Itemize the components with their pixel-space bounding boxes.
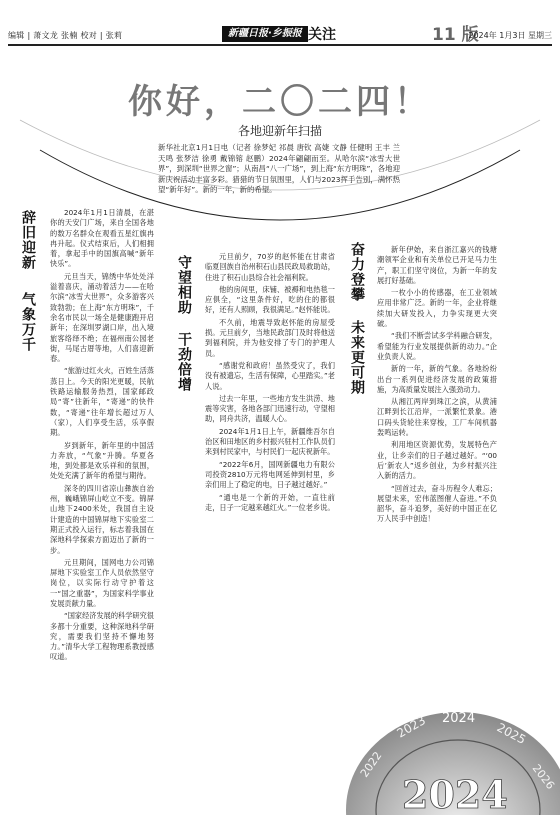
article-2-paragraph: 他的房间里，床铺、被褥和电热毯一应俱全，“这里条件好，吃的住的都很好，还有人照顾，我很满足。”赵怀能说。 (205, 284, 335, 315)
article-3-title-b-wrap (347, 320, 367, 395)
page-subtitle: 各地迎新年扫描 (237, 124, 322, 138)
article-2-paragraph: “通电是一个新的开始，一直往前走，日子一定越来越红火。”一位老乡说。 (205, 492, 335, 512)
article-1-body (50, 208, 154, 760)
arc-year-5: 2026 (529, 761, 558, 792)
lead-paragraph: 新华社北京1月1日电（记者 徐梦妃 祁晨 唐钦 高婕 文静 任健明 王丰 兰天鸣 张梦洁 徐勇 戴锦镕 赵鹏）2024年翩翩而至。从哈尔滨“冰雪大世界”，到深圳“世界之窗”；从南昌“八一广场”，到上海“东方明珠”，各地迎新庆祝活动丰富多彩。猎猎的节日氛围里，人们与2023挥手告别，满怀热望“新年好”。新的一年，新的希望。 (158, 143, 400, 195)
article-1-title-b: 气象万千 (20, 292, 36, 352)
article-3-title (347, 242, 367, 302)
article-3-title-a: 奋力登攀 (349, 242, 365, 302)
article-2-paragraph: 不久前，地震导致赵怀能的房屋受损。元旦前夕，当地民政部门及时将他送到福利院，并为他安排了专门的护理人员。 (205, 317, 335, 358)
arc-year-4: 2025 (494, 720, 529, 747)
article-1-title-b-wrap (18, 292, 38, 352)
article-1-paragraph: 深冬的四川省凉山彝族自治州，巍峨锦屏山屹立不变。锦屏山地下2400米处，我国自主设计建造的中国锦屏地下实验室二期正式投入运行，标志着我国在深地科学探索方面迈出了新的一步。 (50, 483, 154, 555)
article-1-title-a: 辞旧迎新 (20, 210, 36, 270)
article-2-title (174, 255, 194, 315)
big-year: 2024 (402, 772, 508, 815)
article-2-paragraph: 元旦前夕，70岁的赵怀能在甘肃省临夏回族自治州积石山县民政局救助站，住进了积石山县综合社会福利院。 (205, 252, 335, 282)
article-2-paragraph: “2022年6月，国网新疆电力有限公司投资2810万元将电网延伸到村里，乡亲们用上了稳定的电，日子越过越好。” (205, 459, 335, 490)
arc-year-3: 2024 (442, 711, 476, 726)
article-1-title (18, 210, 38, 270)
page-title: 你好，二〇二四！ (128, 82, 432, 122)
article-3-body (377, 245, 497, 665)
arc-year-2: 2023 (394, 713, 428, 741)
article-3-title-b: 未来更可期 (349, 320, 365, 395)
article-3-paragraph: “回首过去，奋斗历程令人难忘；展望未来，宏伟蓝图催人奋进。”不负韶华，奋斗追梦，美好的中国正在亿万人民手中创造！ (377, 483, 497, 524)
masthead-logo: 新疆日报·乡振报 (222, 26, 308, 42)
article-3-paragraph: 新年伊始，来自浙江嘉兴的钱塘潮领军企业和有关单位已开足马力生产，职工们坚守岗位，为新一年的发展打好基础。 (377, 245, 497, 285)
article-1-paragraph: “旅游过红火火，百姓生活蒸蒸日上。今天的阳光更暖，民航铁路运输服务热烈，国家邮政局“寄”往新年，“寄递”的快件数，“寄递”往年增长超过万人（家），人们享受生活，乐享假期。 (50, 366, 154, 438)
article-2-title-b-wrap (174, 332, 194, 392)
year-dial-illustration (330, 660, 560, 815)
article-3-paragraph: 从湘江两岸到珠江之滨，从黄浦江畔到长江沿岸，一派繁忙景象。港口码头货轮往来穿梭，工厂车间机器轰鸣运转。 (377, 397, 497, 438)
article-3-paragraph: 一枚小小的传感器，在工业领域应用非常广泛。新的一年，企业将继续加大研发投入，力争实现更大突破。 (377, 288, 497, 329)
issue-date: 2024年 1月3日 星期三 (468, 31, 552, 40)
article-1-paragraph: “国家经济发展的科学研究很多都十分重要，这种深地科学研究，需要我们坚持不懈地努力。”清华大学工程物理系教授感叹道。 (50, 611, 154, 662)
article-2-paragraph: “感谢党和政府！虽然受灾了，我们没有被遗忘，生活有保障，心里踏实。”老人说。 (205, 360, 335, 391)
article-3-paragraph: 利用地区资源优势，发展特色产业，让乡亲们的日子越过越好。“‘00后’新农人”返乡创业，为乡村振兴注入新的活力。 (377, 440, 497, 481)
arc-year-1: 2022 (357, 749, 385, 780)
article-1-paragraph: 元旦期间，国网电力公司锦屏地下实验室工作人员依然坚守岗位，以实际行动守护着这一“国之重器”，为国家科学事业发展贡献力量。 (50, 557, 154, 608)
article-2-paragraph: 2024年1月1日上午，新疆维吾尔自治区和田地区的乡村振兴驻村工作队员们来到村民家中，与村民们一起庆祝新年。 (205, 426, 335, 457)
article-2-title-b: 干劲倍增 (176, 332, 192, 392)
section-name: 关注 (308, 27, 336, 43)
article-1-paragraph: 岁到新年，新年里的中国活力奔放，“气象”升腾。华夏各地，到处都是欢乐祥和的氛围，处处充满了新年的希望与期待。 (50, 440, 154, 481)
article-2-paragraph: 过去一年里，一些地方发生洪涝、地震等灾害，各地各部门迅速行动，守望相助，同舟共济，温暖人心。 (205, 393, 335, 424)
article-2-title-a: 守望相助 (176, 255, 192, 315)
editor-line: 编辑 | 萧文龙 张楠 校对 | 张莉 (8, 31, 123, 40)
article-3-paragraph: 新的一年，新的气象。各地纷纷出台一系列促进经济发展的政策措施，为高质量发展注入强劲动力。 (377, 364, 497, 394)
page-header (8, 25, 552, 46)
page-number: 11 版 (432, 25, 479, 45)
article-1-paragraph: 元旦当天，锦绣中华处处洋溢着喜庆，涌动着活力——在哈尔滨“冰雪大世界”，众多游客兴致勃勃；在上海“东方明珠”，千余名市民以一场全是健康跑开启新年；在深圳罗湖口岸，出入境旅客络绎不绝；在福州南公园老街，马尾古厝等地，人们喜迎新春。 (50, 271, 154, 364)
article-3-paragraph: “我们不断尝试多学科融合研发，希望能为行业发展提供新的动力。”企业负责人说。 (377, 331, 497, 361)
article-1-paragraph: 2024年1月1日清晨，在湛你的天安门广场，来自全国各地的数万名群众在观看五星红旗冉冉升起。仪式结束后，人们相拥着，拿起手中的国旗高喊“新年快乐”。 (50, 208, 154, 269)
article-2-body (205, 252, 335, 712)
